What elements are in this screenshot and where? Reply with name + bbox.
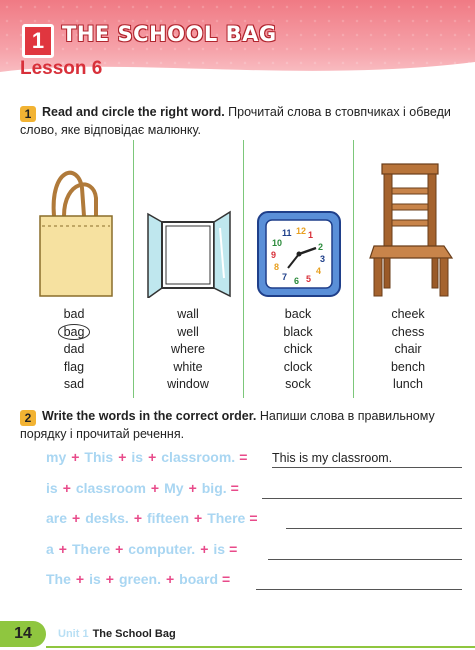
- scrambled-word: is: [213, 541, 226, 557]
- plus-sign: +: [115, 541, 124, 557]
- word-option[interactable]: chick: [283, 342, 313, 357]
- circled-word[interactable]: bag: [58, 324, 91, 340]
- answer-line[interactable]: [286, 512, 462, 529]
- plus-sign: +: [188, 480, 197, 496]
- svg-text:9: 9: [271, 250, 277, 260]
- lesson-title: Lesson 6: [20, 58, 103, 79]
- scrambled-word: computer.: [128, 541, 196, 557]
- scrambled-word: My: [164, 480, 184, 496]
- plus-sign: +: [75, 571, 85, 587]
- svg-text:8: 8: [274, 262, 280, 272]
- svg-text:11: 11: [282, 228, 292, 238]
- plus-sign: +: [194, 510, 203, 526]
- word-list: [354, 306, 462, 394]
- task1-instruction-uk: Прочитай слова в стовпчиках і обведи слово, яке відповідає малюнку.: [20, 105, 451, 137]
- scrambled-word: fifteen: [147, 510, 189, 526]
- unit-number-badge: 1: [22, 24, 54, 58]
- answer-line[interactable]: [256, 573, 462, 590]
- scrambled-word: is: [46, 480, 58, 496]
- word-option[interactable]: bench: [390, 359, 426, 374]
- answer-line[interactable]: [268, 543, 462, 560]
- plus-sign: +: [105, 571, 114, 587]
- footer-unit-label: Unit 1: [58, 628, 89, 640]
- task2-instruction-uk: Напиши слова в правильному порядку і прочитай речення.: [20, 409, 435, 441]
- task2-instruction-en: Write the words in the correct order.: [42, 409, 257, 423]
- word-order-line: [46, 571, 466, 593]
- window-icon: [134, 158, 242, 298]
- word-columns: [20, 140, 460, 398]
- plus-sign: +: [165, 571, 175, 587]
- footer-running-title: [58, 628, 176, 640]
- equals-sign: =: [239, 449, 248, 465]
- unit-title: THE SCHOOL BAG: [62, 22, 277, 46]
- word-order-line: [46, 541, 466, 563]
- answer-line[interactable]: [262, 482, 462, 499]
- scrambled-word: There: [207, 510, 246, 526]
- svg-text:1: 1: [308, 230, 314, 240]
- scrambled-word: is: [131, 449, 144, 465]
- footer-divider: [46, 646, 475, 648]
- scrambled-word: desks.: [85, 510, 129, 526]
- word-option[interactable]: flag: [63, 359, 85, 374]
- scrambled-word: classroom.: [161, 449, 236, 465]
- scrambled-word: This: [84, 449, 114, 465]
- word-option[interactable]: sock: [285, 377, 311, 392]
- word-column-chair: [354, 140, 462, 398]
- word-option[interactable]: window: [167, 377, 209, 392]
- svg-text:5: 5: [306, 274, 312, 284]
- scrambled-word: is: [89, 571, 101, 587]
- answer-line[interactable]: This is my classroom.: [272, 451, 462, 468]
- word-option[interactable]: chair: [394, 342, 422, 357]
- word-order-line: [46, 449, 466, 471]
- word-option[interactable]: clock: [283, 359, 313, 374]
- plus-sign: +: [200, 541, 209, 557]
- task1-instruction: [20, 104, 460, 139]
- word-option[interactable]: wall: [177, 307, 199, 321]
- word-option[interactable]: well: [177, 324, 199, 339]
- svg-text:6: 6: [294, 276, 300, 286]
- task2-instruction: [20, 408, 460, 443]
- word-option[interactable]: back: [284, 307, 312, 321]
- svg-text:4: 4: [316, 266, 322, 276]
- svg-text:7: 7: [282, 272, 288, 282]
- svg-text:2: 2: [318, 242, 324, 252]
- word-list: [244, 306, 352, 394]
- page-header: [0, 0, 475, 92]
- word-option[interactable]: lunch: [393, 377, 423, 392]
- word-list: [20, 306, 128, 394]
- word-option[interactable]: dad: [63, 342, 85, 357]
- svg-text:3: 3: [320, 254, 326, 264]
- svg-text:10: 10: [272, 238, 283, 248]
- bag-icon: [20, 158, 128, 298]
- plus-sign: +: [148, 449, 157, 465]
- scrambled-word: my: [46, 449, 67, 465]
- word-option[interactable]: bad: [63, 307, 85, 321]
- plus-sign: +: [58, 541, 67, 557]
- plus-sign: +: [150, 480, 160, 496]
- plus-sign: +: [71, 449, 80, 465]
- page-number: 14: [0, 621, 46, 647]
- svg-text:12: 12: [296, 226, 307, 236]
- word-column-clock: [244, 140, 352, 398]
- task1-instruction-en: Read and circle the right word.: [42, 105, 225, 119]
- scrambled-word: big.: [201, 480, 227, 496]
- word-option[interactable]: sad: [63, 377, 85, 392]
- word-option-row: [20, 324, 128, 342]
- word-option[interactable]: black: [283, 324, 313, 339]
- word-option[interactable]: chess: [391, 324, 425, 339]
- chair-icon: [354, 158, 462, 298]
- scrambled-word: classroom: [75, 480, 146, 496]
- footer-unit-title: The School Bag: [92, 628, 176, 640]
- word-option[interactable]: where: [170, 342, 206, 357]
- task2-number-badge: 2: [20, 410, 36, 426]
- word-order-line: [46, 480, 466, 502]
- equals-sign: =: [230, 480, 239, 496]
- plus-sign: +: [72, 510, 81, 526]
- word-order-line: [46, 510, 466, 532]
- task1-number-badge: 1: [20, 106, 36, 122]
- scrambled-word: are: [46, 510, 68, 526]
- scrambled-word: a: [46, 541, 54, 557]
- word-column-bag: [20, 140, 128, 398]
- word-list: [134, 306, 242, 394]
- word-option[interactable]: white: [173, 359, 203, 374]
- scrambled-word: board: [179, 571, 219, 587]
- equals-sign: =: [229, 541, 238, 557]
- word-column-window: [134, 140, 242, 398]
- plus-sign: +: [118, 449, 127, 465]
- plus-sign: +: [133, 510, 142, 526]
- word-option[interactable]: cheek: [391, 307, 425, 321]
- scrambled-word: The: [46, 571, 71, 587]
- clock-icon: [244, 158, 352, 298]
- scrambled-word: green.: [118, 571, 161, 587]
- plus-sign: +: [62, 480, 71, 496]
- scrambled-word: There: [71, 541, 111, 557]
- equals-sign: =: [249, 510, 258, 526]
- equals-sign: =: [222, 571, 231, 587]
